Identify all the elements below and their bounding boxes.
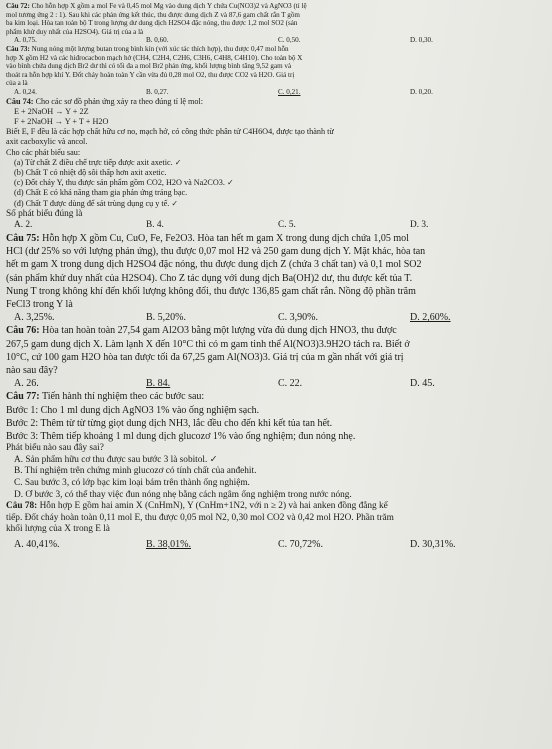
check-mark-icon: ✓ <box>174 157 182 167</box>
statement-a: (a) Từ chất Z điều chế trực tiếp được axit axetic. <box>14 157 173 167</box>
question-text: axit cacboxylic và ancol. <box>6 137 88 147</box>
question-text: khối lượng của X trong E là <box>6 524 110 535</box>
procedure-step: Bước 1: Cho 1 ml dung dịch AgNO3 1% vào ống nghiệm sạch. <box>6 404 260 416</box>
question-text: Cho các phát biểu sau: <box>6 147 81 157</box>
option-a[interactable]: A. 2. <box>14 220 33 231</box>
question-label: Câu 72: <box>6 2 30 10</box>
option-c[interactable]: C. 0,21. <box>278 87 301 96</box>
option-c[interactable]: C. 70,72%. <box>278 538 323 550</box>
question-74-answer <box>6 209 542 232</box>
answer-options <box>6 538 542 552</box>
option-c[interactable]: C. 0,50. <box>278 36 301 45</box>
reaction-equation: E + 2NaOH → Y + 2Z <box>14 106 89 116</box>
option-a[interactable]: A. 0,75. <box>14 36 37 45</box>
option-a[interactable]: A. Sản phẩm hữu cơ thu được sau bước 3 là sobitol. <box>14 454 208 465</box>
option-c[interactable]: C. 5. <box>278 220 296 231</box>
answer-options <box>6 311 542 324</box>
question-text: ba kim loại. Hòa tan toàn bộ T trong lượng dư dung dịch H2SO4 đặc nóng, thu được 1,2 mol SO2 (sản <box>6 19 298 28</box>
question-label: Câu 73: <box>6 44 30 53</box>
option-d[interactable]: D. Ở bước 3, có thể thay việc đun nóng nhẹ bằng cách ngâm ống nghiệm trong nước nóng. <box>14 489 352 500</box>
option-d[interactable]: D. 30,31%. <box>410 538 456 550</box>
option-d[interactable]: D. 0,20. <box>410 87 433 96</box>
question-label: Câu 76: <box>6 325 40 337</box>
question-text: hết m gam X trong dung dịch H2SO4 đặc nóng, thu được dung dịch Z (chứa 3 chất tan) và 0,1 mol SO2 <box>6 259 422 271</box>
statement-b: (b) Chất T có nhiệt độ sôi thấp hơn axit axetic. <box>14 167 167 177</box>
question-73 <box>6 45 542 97</box>
question-text: Cho các sơ đồ phản ứng xảy ra theo đúng tỉ lệ mol: <box>35 96 204 106</box>
option-b[interactable]: B. Thí nghiệm trên chứng minh glucozơ có tính chất của anđehit. <box>14 466 257 477</box>
question-text: Biết E, F đều là các hợp chất hữu cơ no, mạch hở, có công thức phân tử C4H6O4, được tạo thành từ <box>6 127 334 137</box>
question-77 <box>6 390 542 443</box>
question-label: Câu 77: <box>6 391 40 403</box>
statement-d: (d) Chất E có khả năng tham gia phản ứng tráng bạc. <box>14 188 188 198</box>
check-mark-icon: ✓ <box>171 198 179 208</box>
option-b[interactable]: B. 4. <box>146 220 164 231</box>
question-text: hợp X gồm H2 và các hiđrocacbon mạch hở (CH4, C2H4, C2H6, C3H6, C4H8, C4H10). Cho toàn bộ X <box>6 53 303 62</box>
answer-options <box>6 377 542 390</box>
option-b[interactable]: B. 84. <box>146 378 171 390</box>
question-text: (sản phẩm khử duy nhất của H2SO4). Cho Z tác dụng với dung dịch Ba(OH)2 dư, thu được kết tủa T. <box>6 272 413 284</box>
answer-options <box>6 88 542 97</box>
question-75 <box>6 232 542 324</box>
option-c[interactable]: C. 3,90%. <box>278 312 318 324</box>
option-c[interactable]: C. Sau bước 3, có lớp bạc kim loại bám trên thành ống nghiệm. <box>14 477 250 488</box>
question-text: 10°C, cứ 100 gam H2O hòa tan được tối đa 67,25 gam Al(NO3)3. Giá trị của m gần nhất với giá trị <box>6 351 404 363</box>
question-text: mol tương ứng 2 : 1). Sau khi các phản ứng kết thúc, thu được dung dịch Z và 87,6 gam chất rắn T gồm <box>6 10 300 19</box>
question-text: 267,5 gam dung dịch X. Làm lạnh X đến 10°C thì có m gam tinh thể Al(NO3)3.9H2O tách ra. Biết ở <box>6 338 410 350</box>
question-76 <box>6 324 542 390</box>
question-72 <box>6 2 542 45</box>
question-label: Câu 74: <box>6 96 34 106</box>
option-d[interactable]: D. 45. <box>410 378 435 390</box>
question-text: Cho hỗn hợp X gồm a mol Fe và 0,45 mol Mg vào dung dịch Y chứa Cu(NO3)2 và AgNO3 (tỉ lệ <box>31 2 307 10</box>
procedure-step: Bước 3: Thêm tiếp khoảng 1 ml dung dịch glucozơ 1% vào ống nghiệm; đun nóng nhẹ. <box>6 431 356 442</box>
statement-c: (c) Đốt cháy Y, thu được sản phẩm gồm CO2, H2O và Na2CO3. <box>14 178 225 188</box>
option-d[interactable]: D. 2,60%. <box>410 312 451 324</box>
answer-options <box>6 220 542 232</box>
question-text: Hỗn hợp E gồm hai amin X (CnHmN), Y (CnHm+1N2, với n ≥ 2) và hai anken đồng đẳng kế <box>39 501 388 512</box>
question-text: HCl (dư 25% so với lượng phản ứng), thu được 0,07 mol H2 và 250 gam dung dịch Y. Mặt khác, hòa tan <box>6 246 426 258</box>
question-77-statements <box>6 443 542 501</box>
question-78 <box>6 501 542 536</box>
question-text: tiếp. Đốt cháy hoàn toàn 0,11 mol E, thu được 0,05 mol N2, 0,30 mol CO2 và 0,42 mol H2O. Phần trăm <box>6 512 394 523</box>
question-text: phẩm khử duy nhất của H2SO4). Giá trị của a là <box>6 27 144 36</box>
question-text: Hòa tan hoàn toàn 27,54 gam Al2O3 bằng một lượng vừa đủ dung dịch HNO3, thu được <box>42 325 397 337</box>
question-prompt: Phát biểu nào sau đây sai? <box>6 443 104 454</box>
question-74 <box>6 97 542 209</box>
question-text: FeCl3 trong Y là <box>6 298 73 310</box>
option-b[interactable]: B. 38,01%. <box>146 538 191 550</box>
statement-e: (đ) Chất T được dùng để sát trùng dụng cụ y tế. <box>14 198 170 208</box>
question-prompt: Số phát biểu đúng là <box>6 208 83 219</box>
procedure-step: Bước 2: Thêm từ từ từng giọt dung dịch NH3, lắc đều cho đến khi kết tủa tan hết. <box>6 417 333 429</box>
option-a[interactable]: A. 40,41%. <box>14 538 60 550</box>
option-d[interactable]: D. 0,30. <box>410 36 433 45</box>
question-text: của a là <box>6 79 28 88</box>
question-78-options <box>6 538 542 552</box>
option-b[interactable]: B. 0,60. <box>146 36 169 45</box>
option-b[interactable]: B. 0,27. <box>146 87 169 96</box>
option-d[interactable]: D. 3. <box>410 220 429 231</box>
question-text: vào bình chứa dung dịch Br2 dư thì có tối đa a mol Br2 phản ứng, khối lượng bình tăng 9,52 gam và <box>6 62 292 71</box>
check-mark-icon: ✓ <box>226 178 234 188</box>
question-text: thoát ra hỗn hợp khí Y. Đốt cháy hoàn toàn Y cần vừa đủ 0,28 mol O2, thu được CO2 và H2O. Giá trị <box>6 70 295 79</box>
answer-options <box>6 36 542 45</box>
question-label: Câu 78: <box>6 501 38 512</box>
option-b[interactable]: B. 5,20%. <box>146 312 186 324</box>
option-a[interactable]: A. 26. <box>14 378 39 390</box>
check-mark-icon: ✓ <box>209 454 218 465</box>
option-a[interactable]: A. 3,25%. <box>14 312 55 324</box>
reaction-equation: F + 2NaOH → Y + T + H2O <box>14 116 109 126</box>
option-c[interactable]: C. 22. <box>278 378 303 390</box>
question-text: Nung T trong không khí đến khối lượng không đổi, thu được 136,85 gam chất rắn. Nồng độ phần trăm <box>6 285 416 297</box>
question-text: Hỗn hợp X gồm Cu, CuO, Fe, Fe2O3. Hòa tan hết m gam X trong dung dịch chứa 1,05 mol <box>42 232 409 244</box>
question-text: Nung nóng một lượng butan trong bình kín (với xúc tác thích hợp), thu được 0,47 mol hỗn <box>31 44 289 53</box>
option-a[interactable]: A. 0,24. <box>14 87 37 96</box>
question-label: Câu 75: <box>6 232 40 244</box>
question-text: nào sau đây? <box>6 364 58 376</box>
question-text: Tiến hành thí nghiệm theo các bước sau: <box>41 391 205 403</box>
